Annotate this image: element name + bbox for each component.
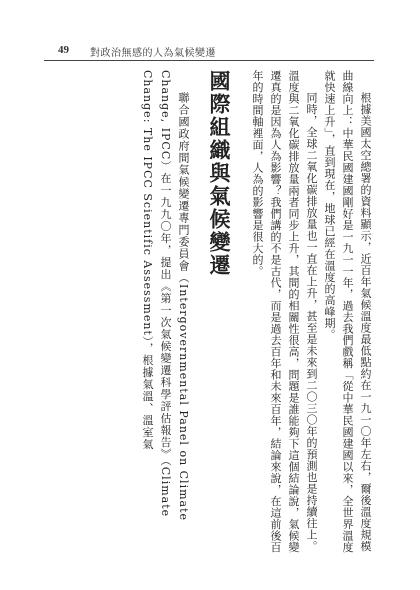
page-header — [44, 42, 374, 61]
paragraph-1: 根據美國太空總署的資料顯示，近百年氣候溫度最低點約在一九一〇年左右，爾後溫度規模曲線向上：中華民國建國剛好是一九一一年，過去我們戲稱「從中華民國建國以來，全世界溫度就快速上升」，直到現在，地球已經在溫度的高峰期。 — [323, 70, 372, 553]
paragraph-2: 同時，全球二氧化碳排放量也一直在上升，甚至是未來到二〇三〇年的預測也是持續往上。溫度與二氧化碳排放量兩者同步上升，其間的相關性很高，問題是誰能夠下這個結論說，氣候變遷真的是因為人為影響？我們講的不是古代，而是過去百年和未來百年，結論來說，在這前後百年的時間軸裡面，人為的影響是很大的。 — [251, 70, 318, 553]
section-heading: 國際組織與氣候變遷 — [207, 70, 231, 277]
page-number: 49 — [58, 44, 69, 56]
paragraph-3: 聯合國政府間氣候變遷專門委員會（Intergovernmental Panel on Climate Change, IPCC）在一九九〇年，提出《第一次氣候變遷科學評估報告》（Climate Change: The IPCC Scientific Assessment），根據氣溫、溫室氣 — [141, 70, 190, 522]
body-text — [48, 70, 374, 560]
running-title: 對政治無感的人為氣候變遷 — [90, 48, 216, 59]
